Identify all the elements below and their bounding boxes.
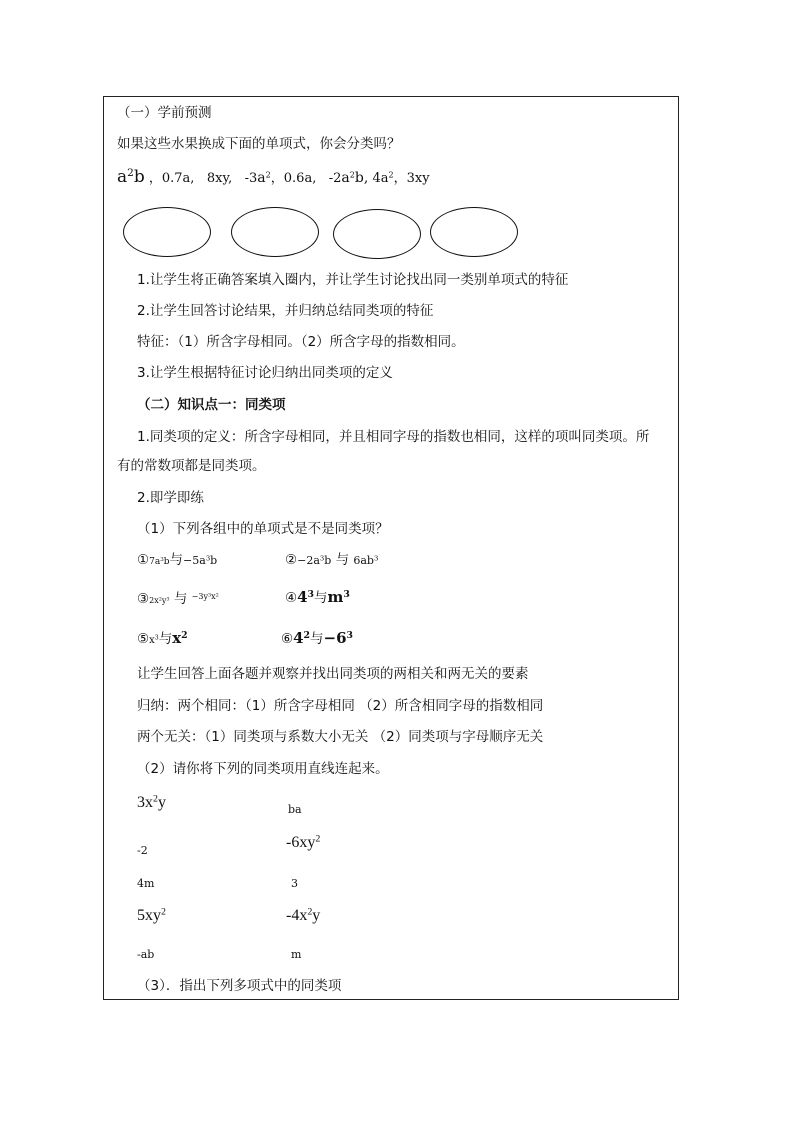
left-term-3: 4m [137, 877, 155, 890]
q1-heading: （1）下列各组中的单项式是不是同类项？ [137, 521, 389, 537]
answer-circle-2[interactable] [231, 207, 319, 257]
right-term-5: m [291, 948, 302, 961]
pair-6: $⑥4^2$与$-6^3$ [281, 629, 354, 647]
monomial-4a2: $4a^2$ [372, 170, 394, 186]
monomial-06a: ，0.6a, [270, 171, 317, 186]
pair-5: $⑤x^3$与$x^2$ [137, 629, 188, 647]
step-1: 1.让学生将正确答案填入圈内，并让学生讨论找出同一类别单项式的特征 [137, 272, 569, 288]
monomial-neg3a2: $-3a^2$ [244, 170, 271, 186]
definition-line-2: 有的常数项都是同类项。 [117, 458, 266, 474]
monomial-8xy: 8xy, [206, 171, 233, 186]
right-term-4: $-4x^2y$ [286, 906, 321, 924]
pair-1: $①7a^3b$与$-5a^3b$ [137, 552, 218, 568]
answer-prompt: 让学生回答上面各题并观察并找出同类项的两相关和两无关的要素 [137, 666, 529, 682]
right-term-1: ba [288, 803, 302, 816]
step-3: 3.让学生根据特征讨论归纳出同类项的定义 [137, 365, 393, 381]
monomial-a2b: $a^2b$ [117, 167, 145, 187]
definition-line-1: 1.同类项的定义：所含字母相同，并且相同字母的指数也相同，这样的项叫同类项。所 [137, 429, 650, 445]
pair-4: $④4^3$与$m^3$ [285, 588, 350, 606]
answer-circle-3[interactable] [333, 209, 421, 259]
left-term-1: $3x^2y$ [137, 793, 166, 811]
right-term-2: $-6xy^2$ [286, 833, 321, 851]
summary-unrelated: 两个无关：（1）同类项与系数大小无关 （2）同类项与字母顺序无关 [137, 729, 544, 745]
question-intro: 如果这些水果换成下面的单项式，你会分类吗？ [117, 136, 401, 152]
section2-heading: （二）知识点一：同类项 [137, 397, 286, 413]
answer-circle-4[interactable] [430, 207, 518, 257]
left-term-2: -2 [137, 844, 148, 857]
q3-heading: （3）．指出下列多项式中的同类项 [137, 978, 342, 994]
summary-same: 归纳：两个相同：（1）所含字母相同 （2）所含相同字母的指数相同 [137, 698, 544, 714]
monomial-list [117, 168, 430, 188]
left-term-4: $5xy^2$ [137, 906, 166, 924]
monomial-neg2a2b: $-2a^2b$, [328, 170, 369, 186]
practice-heading: 2.即学即练 [137, 490, 204, 506]
step-2: 2.让学生回答讨论结果，并归纳总结同类项的特征 [137, 303, 434, 319]
q2-heading: （2）请你将下列的同类项用直线连起来。 [137, 761, 389, 777]
monomial-07a: ，0.7a, [148, 171, 195, 186]
features: 特征：（1）所含字母相同。（2）所含字母的指数相同。 [137, 334, 465, 350]
answer-circle-1[interactable] [123, 207, 211, 257]
section1-heading: （一）学前预测 [117, 105, 212, 121]
pair-3: $③2x^2y^3$ 与 $^{-3y^3x^2}$ [137, 591, 219, 607]
pair-2: $②-2a^3b$ 与 $6ab^3$ [285, 552, 379, 568]
left-term-5: -ab [137, 948, 155, 961]
monomial-3xy: ，3xy [393, 171, 430, 186]
right-term-3: 3 [291, 877, 298, 890]
